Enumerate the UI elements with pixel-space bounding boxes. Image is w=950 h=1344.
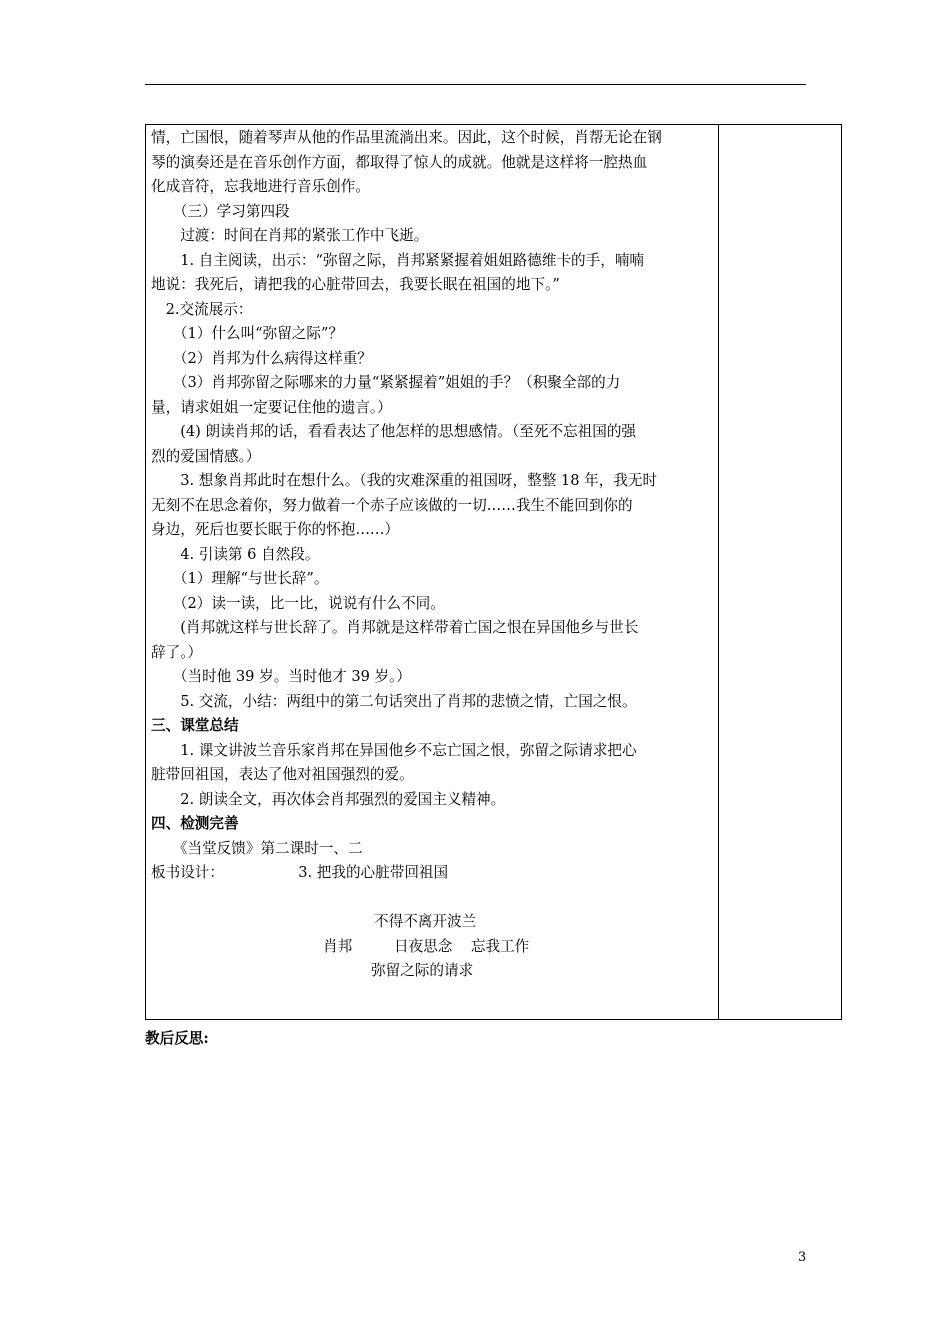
- text-line: 地说：我死后，请把我的心脏带回去，我要长眠在祖国的地下。”: [151, 276, 560, 293]
- text-line: 2. 朗读全文，再次体会肖邦强烈的爱国主义精神。: [151, 791, 506, 808]
- text-line: 无刻不在思念着你，努力做着一个赤子应该做的一切……我生不能回到你的: [151, 497, 633, 514]
- text-line: （1）理解“与世长辞”。: [151, 570, 329, 587]
- section-heading: （三）学习第四段: [151, 203, 290, 220]
- text-line: 量，请求姐姐一定要记住他的遗言。）: [151, 399, 392, 416]
- text-line: （当时他 39 岁。当时他才 39 岁。）: [151, 668, 412, 685]
- text-line: （3）肖邦弥留之际哪来的力量“紧紧握着”姐姐的手？（积聚全部的力: [151, 374, 621, 391]
- text-line: 烈的爱国情感。）: [151, 448, 261, 465]
- header-rule: [145, 84, 806, 85]
- text-line: 琴的演奏还是在音乐创作方面，都取得了惊人的成就。他就是这样将一腔热血: [151, 154, 648, 171]
- board-design-line: 不得不离开波兰: [374, 913, 477, 930]
- board-design-label: 板书设计： 3. 把我的心脏带回祖国: [151, 864, 449, 881]
- text-line: 情，亡国恨，随着琴声从他的作品里流淌出来。因此，这个时候，肖帮无论在钢: [151, 129, 662, 146]
- text-line: 4. 引读第 6 自然段。: [151, 546, 320, 563]
- column-divider: [718, 125, 719, 1019]
- text-line: 化成音符，忘我地进行音乐创作。: [151, 178, 370, 195]
- page-number: 3: [798, 1250, 807, 1265]
- text-line: （2）读一读，比一比，说说有什么不同。: [151, 595, 445, 612]
- text-line: （2）肖邦为什么病得这样重？: [151, 350, 372, 367]
- text-line: (肖邦就这样与世长辞了。肖邦就是这样带着亡国之恨在异国他乡与世长: [151, 619, 639, 636]
- text-line: 身边，死后也要长眠于你的怀抱……）: [151, 521, 400, 538]
- text-line: 3. 想象肖邦此时在想什么。（我的灾难深重的祖国呀，整整 18 年，我无时: [151, 472, 658, 489]
- text-line: 2.交流展示：: [151, 301, 253, 318]
- text-line: 5. 交流，小结：两组中的第二句话突出了肖邦的悲愤之情，亡国之恨。: [151, 693, 637, 710]
- text-line: 脏带回祖国，表达了他对祖国强烈的爱。: [151, 766, 414, 783]
- board-design-line: 肖邦 日夜思念 忘我工作: [323, 938, 530, 955]
- lesson-table: [145, 124, 842, 1020]
- text-line: (4) 朗读肖邦的话，看看表达了他怎样的思想感情。（至死不忘祖国的强: [151, 423, 637, 440]
- text-line: 《当堂反馈》第二课时一、二: [151, 840, 363, 857]
- section-heading: 四、检测完善: [151, 815, 239, 832]
- text-line: （1）什么叫“弥留之际”？: [151, 325, 344, 342]
- section-heading: 三、课堂总结: [151, 717, 239, 734]
- reflection-label: 教后反思:: [145, 1030, 209, 1047]
- text-line: 辞了。）: [151, 644, 203, 661]
- board-design-line: 弥留之际的请求: [371, 962, 474, 979]
- text-line: 1. 课文讲波兰音乐家肖邦在异国他乡不忘亡国之恨，弥留之际请求把心: [151, 742, 637, 759]
- text-line: 1. 自主阅读，出示：“弥留之际，肖邦紧紧握着姐姐路德维卡的手，喃喃: [151, 252, 645, 269]
- text-line: 过渡：时间在肖邦的紧张工作中飞逝。: [151, 227, 429, 244]
